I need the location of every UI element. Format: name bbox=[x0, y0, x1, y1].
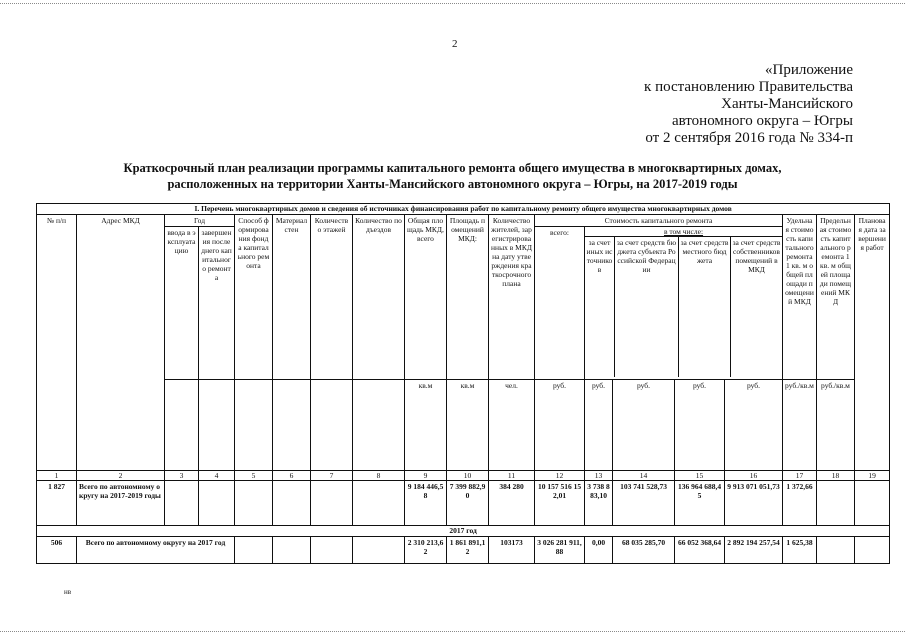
footer-note: нв bbox=[64, 588, 72, 596]
column-number: 7 bbox=[311, 471, 353, 481]
unit-max-cost: руб./кв.м bbox=[817, 380, 855, 471]
header-address: Адрес МКД bbox=[77, 215, 165, 471]
column-number: 15 bbox=[675, 471, 725, 481]
header-premises-area: Площадь помещений МКД: bbox=[447, 215, 489, 380]
column-number: 17 bbox=[783, 471, 817, 481]
year-residents: 103173 bbox=[489, 537, 535, 564]
column-number: 2 bbox=[77, 471, 165, 481]
header-planned-date: Плановая дата завершения работ bbox=[855, 215, 890, 471]
total-cost-local: 136 964 688,45 bbox=[675, 481, 725, 526]
header-year-group: Год bbox=[165, 215, 235, 227]
total-residents: 384 280 bbox=[489, 481, 535, 526]
column-number: 6 bbox=[273, 471, 311, 481]
header-cost-owners: за счет средств собственников помещений в МКД bbox=[732, 238, 781, 274]
column-number: 19 bbox=[855, 471, 890, 481]
header-cost-region: за счет средств бюджета субъекта Российской Федерации bbox=[615, 237, 679, 377]
scan-edge-bottom bbox=[0, 631, 905, 632]
total-label: Всего по автономному округу на 2017-2019 годы bbox=[77, 481, 165, 526]
year-divider: 2017 год bbox=[37, 526, 890, 537]
year-cost-other: 0,00 bbox=[585, 537, 613, 564]
column-number: 12 bbox=[535, 471, 585, 481]
unit-cost-total: руб. bbox=[535, 380, 585, 471]
header-cost-other: за счет иных источников bbox=[585, 237, 615, 377]
total-premises-area: 7 399 882,90 bbox=[447, 481, 489, 526]
total-cost-owners: 9 913 071 051,73 bbox=[725, 481, 783, 526]
title-line: Краткосрочный план реализации программы капитального ремонта общего имущества в многоквартирных домах, bbox=[123, 161, 782, 175]
year-cost-local: 66 052 368,64 bbox=[675, 537, 725, 564]
unit-residents: чел. bbox=[489, 380, 535, 471]
column-number: 14 bbox=[613, 471, 675, 481]
header-fund-method: Способ формирования фонда капитального ремонта bbox=[235, 215, 273, 380]
header-wall-material: Материал стен bbox=[273, 215, 311, 380]
year-label: Всего по автономному округу на 2017 год bbox=[77, 537, 235, 564]
header-commissioning-year: ввода в эксплуатацию bbox=[165, 227, 199, 380]
header-including: в том числе: bbox=[585, 227, 782, 237]
appendix-note bbox=[644, 62, 853, 147]
header-last-repair-year: завершения последнего капитального ремонта bbox=[199, 227, 235, 380]
header-unit-cost: Удельная стоимость капитального ремонта 1 кв. м общей площади помещений МКД bbox=[783, 215, 817, 380]
section-header: I. Перечень многоквартирных домов и сведения об источниках финансирования работ по капитальному ремонту общего имущества многоквартирных домов bbox=[37, 204, 890, 215]
unit-cost-region: руб. bbox=[613, 380, 675, 471]
year-unit-cost: 1 625,38 bbox=[783, 537, 817, 564]
unit-premises-area: кв.м bbox=[447, 380, 489, 471]
total-cost-other: 3 738 883,10 bbox=[585, 481, 613, 526]
plan-table bbox=[36, 203, 890, 564]
appendix-line: «Приложение bbox=[764, 62, 853, 78]
unit-total-area: кв.м bbox=[405, 380, 447, 471]
appendix-line: автономного округа – Югры bbox=[671, 113, 853, 129]
header-floors: Количество этажей bbox=[311, 215, 353, 380]
header-cost-group: Стоимость капитального ремонта bbox=[535, 215, 783, 227]
scan-edge-top bbox=[0, 3, 905, 4]
total-cost: 10 157 516 152,01 bbox=[535, 481, 585, 526]
plan-table-container bbox=[36, 203, 886, 564]
title-line: расположенных на территории Ханты-Мансийского автономного округа – Югры, на 2017-2019 годы bbox=[167, 177, 738, 191]
column-number: 4 bbox=[199, 471, 235, 481]
column-number: 1 bbox=[37, 471, 77, 481]
column-number: 18 bbox=[817, 471, 855, 481]
column-number: 11 bbox=[489, 471, 535, 481]
year-cost-owners: 2 892 194 257,54 bbox=[725, 537, 783, 564]
document-title bbox=[40, 160, 865, 192]
column-number: 9 bbox=[405, 471, 447, 481]
header-entrances: Количество подъездов bbox=[353, 215, 405, 380]
unit-cost-local: руб. bbox=[675, 380, 725, 471]
page-number: 2 bbox=[452, 38, 458, 50]
column-number: 3 bbox=[165, 471, 199, 481]
header-total-area: Общая площадь МКД, всего bbox=[405, 215, 447, 380]
column-number: 5 bbox=[235, 471, 273, 481]
appendix-line: к постановлению Правительства bbox=[644, 79, 853, 95]
column-number: 10 bbox=[447, 471, 489, 481]
header-number: № п/п bbox=[37, 215, 77, 471]
column-number: 13 bbox=[585, 471, 613, 481]
total-cost-region: 103 741 528,73 bbox=[613, 481, 675, 526]
total-unit-cost: 1 372,66 bbox=[783, 481, 817, 526]
appendix-line: от 2 сентября 2016 года № 334-п bbox=[645, 130, 853, 146]
unit-unit-cost: руб./кв.м bbox=[783, 380, 817, 471]
header-residents: Количество жителей, зарегистрированных в МКД на дату утверждения краткосрочного плана bbox=[489, 215, 535, 380]
year-premises-area: 1 861 891,12 bbox=[447, 537, 489, 564]
column-number: 16 bbox=[725, 471, 783, 481]
year-area: 2 310 213,62 bbox=[405, 537, 447, 564]
unit-cost-other: руб. bbox=[585, 380, 613, 471]
unit-cost-owners: руб. bbox=[725, 380, 783, 471]
header-cost-total: всего: bbox=[535, 227, 585, 380]
year-cost: 3 026 281 911,88 bbox=[535, 537, 585, 564]
total-count: 1 827 bbox=[37, 481, 77, 526]
year-2017-row bbox=[37, 537, 890, 564]
header-max-cost: Предельная стоимость капитального ремонта 1 кв. м общей площади помещений МКД bbox=[817, 215, 855, 380]
total-area: 9 184 446,58 bbox=[405, 481, 447, 526]
header-cost-local: за счет средств местного бюджета bbox=[679, 237, 731, 377]
column-number: 8 bbox=[353, 471, 405, 481]
total-row bbox=[37, 481, 890, 526]
appendix-line: Ханты-Мансийского bbox=[721, 96, 853, 112]
year-count: 506 bbox=[37, 537, 77, 564]
header-cost-breakdown bbox=[585, 227, 783, 380]
year-cost-region: 68 035 285,70 bbox=[613, 537, 675, 564]
